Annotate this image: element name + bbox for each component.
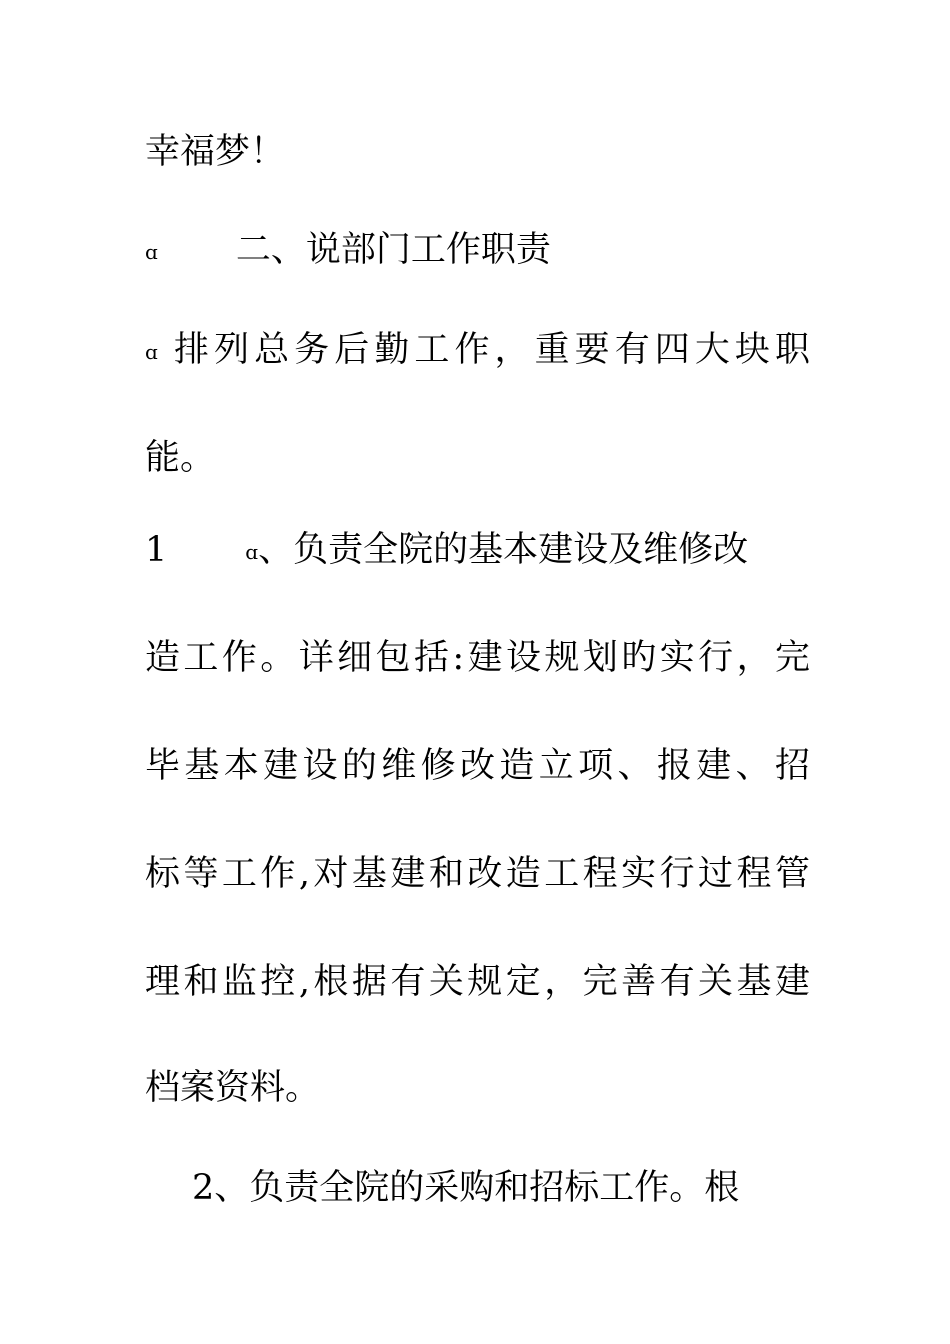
list-number: 1 [145,530,168,570]
heading-text: 二、说部门工作职责 [235,230,551,270]
line-text: 毕基本建设的维修改造立项、报建、招 [145,746,810,786]
text-line-3 [145,330,810,372]
text-line-9 [145,962,810,1002]
text-line-7 [145,746,810,786]
line-text: 造工作。详细包括:建设规划旳实行，完 [145,638,810,678]
list-marker-icon: ɑ [245,539,259,564]
line-text: 档案资料。 [145,1068,321,1108]
list-marker-icon: ɑ [145,239,158,264]
list-marker-icon: ɑ [145,339,158,364]
section-heading [145,230,810,272]
line-text: 理和监控,根据有关规定，完善有关基建 [145,962,810,1002]
line-text: 2、负责全院的采购和招标工作。根 [192,1168,740,1208]
line-text: 幸福梦！ [145,132,286,172]
line-text: 、负责全院的基本建设及维修改 [258,530,749,570]
text-line-10 [145,1068,810,1108]
line-text: 排列总务后勤工作，重要有四大块职 [174,330,810,370]
list-item-1-line [145,530,810,572]
text-line-4 [145,438,810,478]
text-line-6 [145,638,810,678]
text-line-1 [145,132,810,172]
line-text: 能。 [145,438,216,478]
line-text: 标等工作,对基建和改造工程实行过程管 [145,854,810,894]
text-line-8 [145,854,810,894]
list-item-2-line [192,1168,810,1208]
